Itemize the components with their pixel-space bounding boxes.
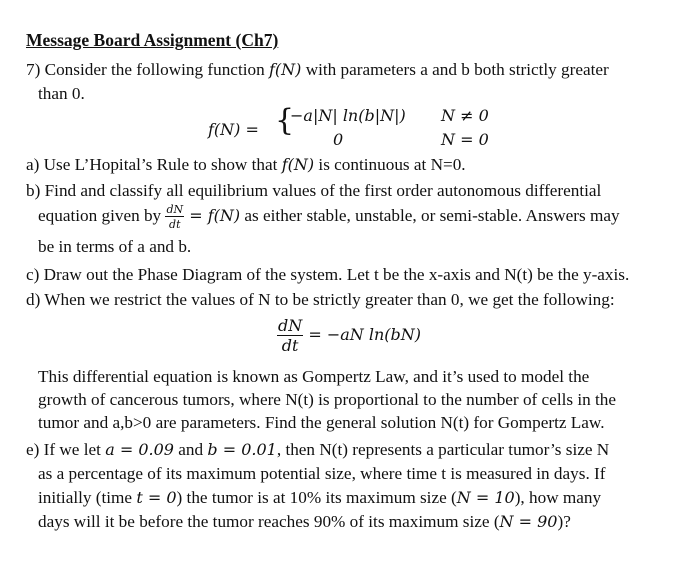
part-d-line3: growth of cancerous tumors, where N(t) is proportional to the number of cells in the xyxy=(38,390,617,409)
part-b-line3: be in terms of a and b. xyxy=(38,237,192,256)
part-e-line3 xyxy=(38,488,601,508)
part-e-n10-value: N = 10 xyxy=(456,488,515,507)
part-d-derivative-numerator: dN xyxy=(278,316,303,335)
piecewise-case2-cond: N = 0 xyxy=(441,130,489,149)
part-d-line2: This differential equation is known as Gompertz Law, and it’s used to model the xyxy=(38,367,590,386)
part-a-post: is continuous at N=0. xyxy=(314,155,466,174)
page-title: Message Board Assignment (Ch7) xyxy=(26,30,279,50)
part-b-equals-f: = f(N) xyxy=(184,205,241,225)
piecewise-brace: { xyxy=(275,103,295,138)
part-e-l4-post: )? xyxy=(557,512,571,531)
part-a-pre: a) Use L’Hopital’s Rule to show that xyxy=(26,155,282,174)
piecewise-lhs: f(N) = xyxy=(208,120,259,139)
part-e-a-value: a = 0.09 xyxy=(105,440,174,459)
piecewise-case1-cond: N ≠ 0 xyxy=(441,106,489,125)
part-b-derivative xyxy=(165,204,184,230)
part-a xyxy=(26,155,466,175)
part-e-l3-mid: ) the tumor is at 10% its maximum size ( xyxy=(176,488,457,507)
part-d-line4: tumor and a,b>0 are parameters. Find the general solution N(t) for Gompertz Law. xyxy=(38,413,605,432)
part-d-derivative-denominator: dt xyxy=(281,336,299,355)
part-e-pre: e) If we let xyxy=(26,440,106,459)
part-e-and: and xyxy=(173,440,208,459)
part-d-derivative xyxy=(277,318,303,354)
part-b-line1: b) Find and classify all equilibrium values of the first order autonomous differential xyxy=(26,181,602,200)
piecewise-case2-expr: 0 xyxy=(333,130,344,149)
part-b-pre: equation given by xyxy=(38,205,166,225)
q7-intro-text-b: with parameters a and b both strictly greater xyxy=(301,60,609,79)
piecewise-case1-expr: −a|N| ln(b|N|) xyxy=(290,106,406,125)
part-e-n90-value: N = 90 xyxy=(499,512,558,531)
part-a-function: f(N) xyxy=(281,155,315,174)
part-b-post: as either stable, unstable, or semi-stable. Answers may xyxy=(240,205,620,225)
question-7-intro-line2: than 0. xyxy=(38,84,85,103)
part-d-rhs: = −aN ln(bN) xyxy=(303,324,422,344)
part-e-l4-pre: days will it be before the tumor reaches 90% of its maximum size ( xyxy=(38,512,500,531)
part-e-b-value: b = 0.01 xyxy=(207,440,277,459)
part-e-line2: as a percentage of its maximum potential size, where time t is measured in days. If xyxy=(38,464,606,483)
part-e-line4 xyxy=(38,512,571,532)
part-e-l3-pre: initially (time xyxy=(38,488,137,507)
part-c: c) Draw out the Phase Diagram of the system. Let t be the x-axis and N(t) be the y-axis. xyxy=(26,265,630,284)
question-7-intro xyxy=(26,60,609,80)
part-e-post: , then N(t) represents a particular tumor’s size N xyxy=(276,440,610,459)
part-b-line2 xyxy=(38,204,620,230)
part-d-equation xyxy=(277,318,421,354)
part-b-derivative-numerator: dN xyxy=(166,203,184,216)
part-e-l3-post: ), how many xyxy=(514,488,602,507)
part-d-line1: d) When we restrict the values of N to be strictly greater than 0, we get the following: xyxy=(26,290,615,309)
q7-intro-text-a: 7) Consider the following function xyxy=(26,60,269,79)
q7-function-symbol: f(N) xyxy=(268,60,302,79)
part-e-line1 xyxy=(26,440,609,460)
part-b-derivative-denominator: dt xyxy=(169,218,181,231)
part-e-t-value: t = 0 xyxy=(136,488,177,507)
